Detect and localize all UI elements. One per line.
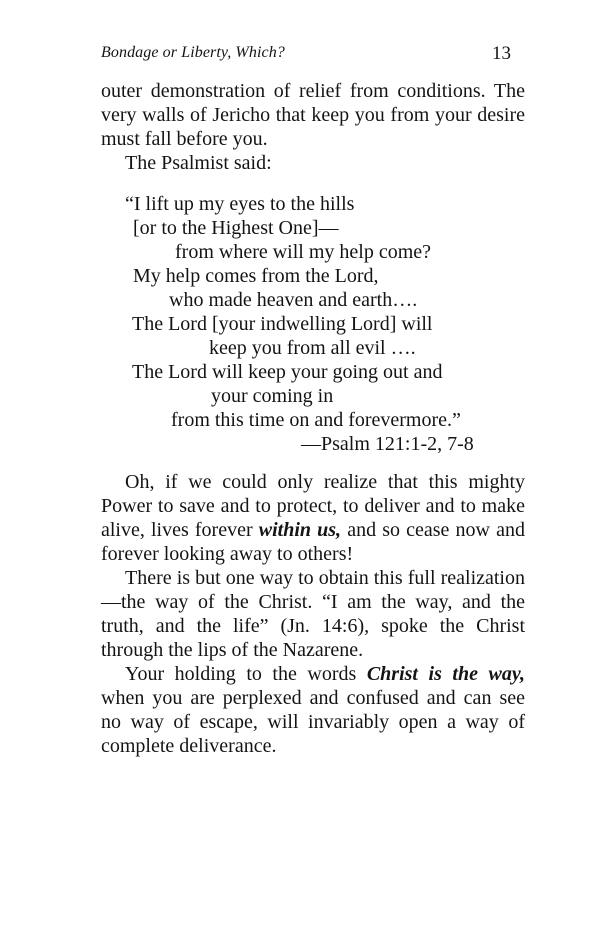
psalm-citation: —Psalm 121:1-2, 7-8	[301, 433, 474, 455]
text-run: and so cease now and forever looking away to others!	[101, 519, 525, 565]
emphasis-christ-is-the-way: Christ is the way,	[366, 663, 526, 685]
verse-line: [or to the Highest One]—	[133, 217, 339, 239]
psalm-quote	[101, 192, 525, 456]
verse-line: your coming in	[211, 385, 334, 407]
verse-line: from where will my help come?	[175, 241, 432, 263]
verse-line: keep you from all evil ….	[209, 337, 416, 359]
verse-line: The Lord [your indwelling Lord] will	[132, 313, 433, 335]
verse-line: My help comes from the Lord,	[133, 265, 379, 287]
text-run: Your holding to the words	[125, 663, 367, 685]
verse-line: who made heaven and earth….	[169, 289, 418, 311]
text-run: when you are perplexed and confused and can see no way of escape, will invariably open a way of complete deliverance.	[101, 687, 525, 757]
emphasis-within-us: within us,	[258, 519, 342, 541]
running-head: Bondage or Liberty, Which?	[101, 44, 285, 61]
body-text	[101, 79, 525, 758]
verse-line: “I lift up my eyes to the hills	[125, 193, 355, 215]
paragraph-continued: outer demonstration of relief from conditions. The very walls of Jericho that keep you from your desire must fall before you.	[101, 80, 525, 150]
paragraph-christ-is-the-way	[101, 662, 525, 758]
verse-line: The Lord will keep your going out and	[132, 361, 443, 383]
paragraph-one-way: There is but one way to obtain this full realization—the way of the Christ. “I am the way, and the truth, and the life” (Jn. 14:6), spoke the Christ through the lips of the Nazarene.	[101, 567, 525, 661]
page-header	[101, 44, 511, 70]
text-run: Oh, if we could only realize that this mighty Power to save and to protect, to deliver and to make alive, lives forever	[101, 471, 525, 541]
paragraph-realize	[101, 470, 525, 566]
page-number: 13	[492, 43, 511, 64]
verse-line: from this time on and forevermore.”	[171, 409, 461, 431]
paragraph-psalmist-intro: The Psalmist said:	[125, 152, 272, 174]
